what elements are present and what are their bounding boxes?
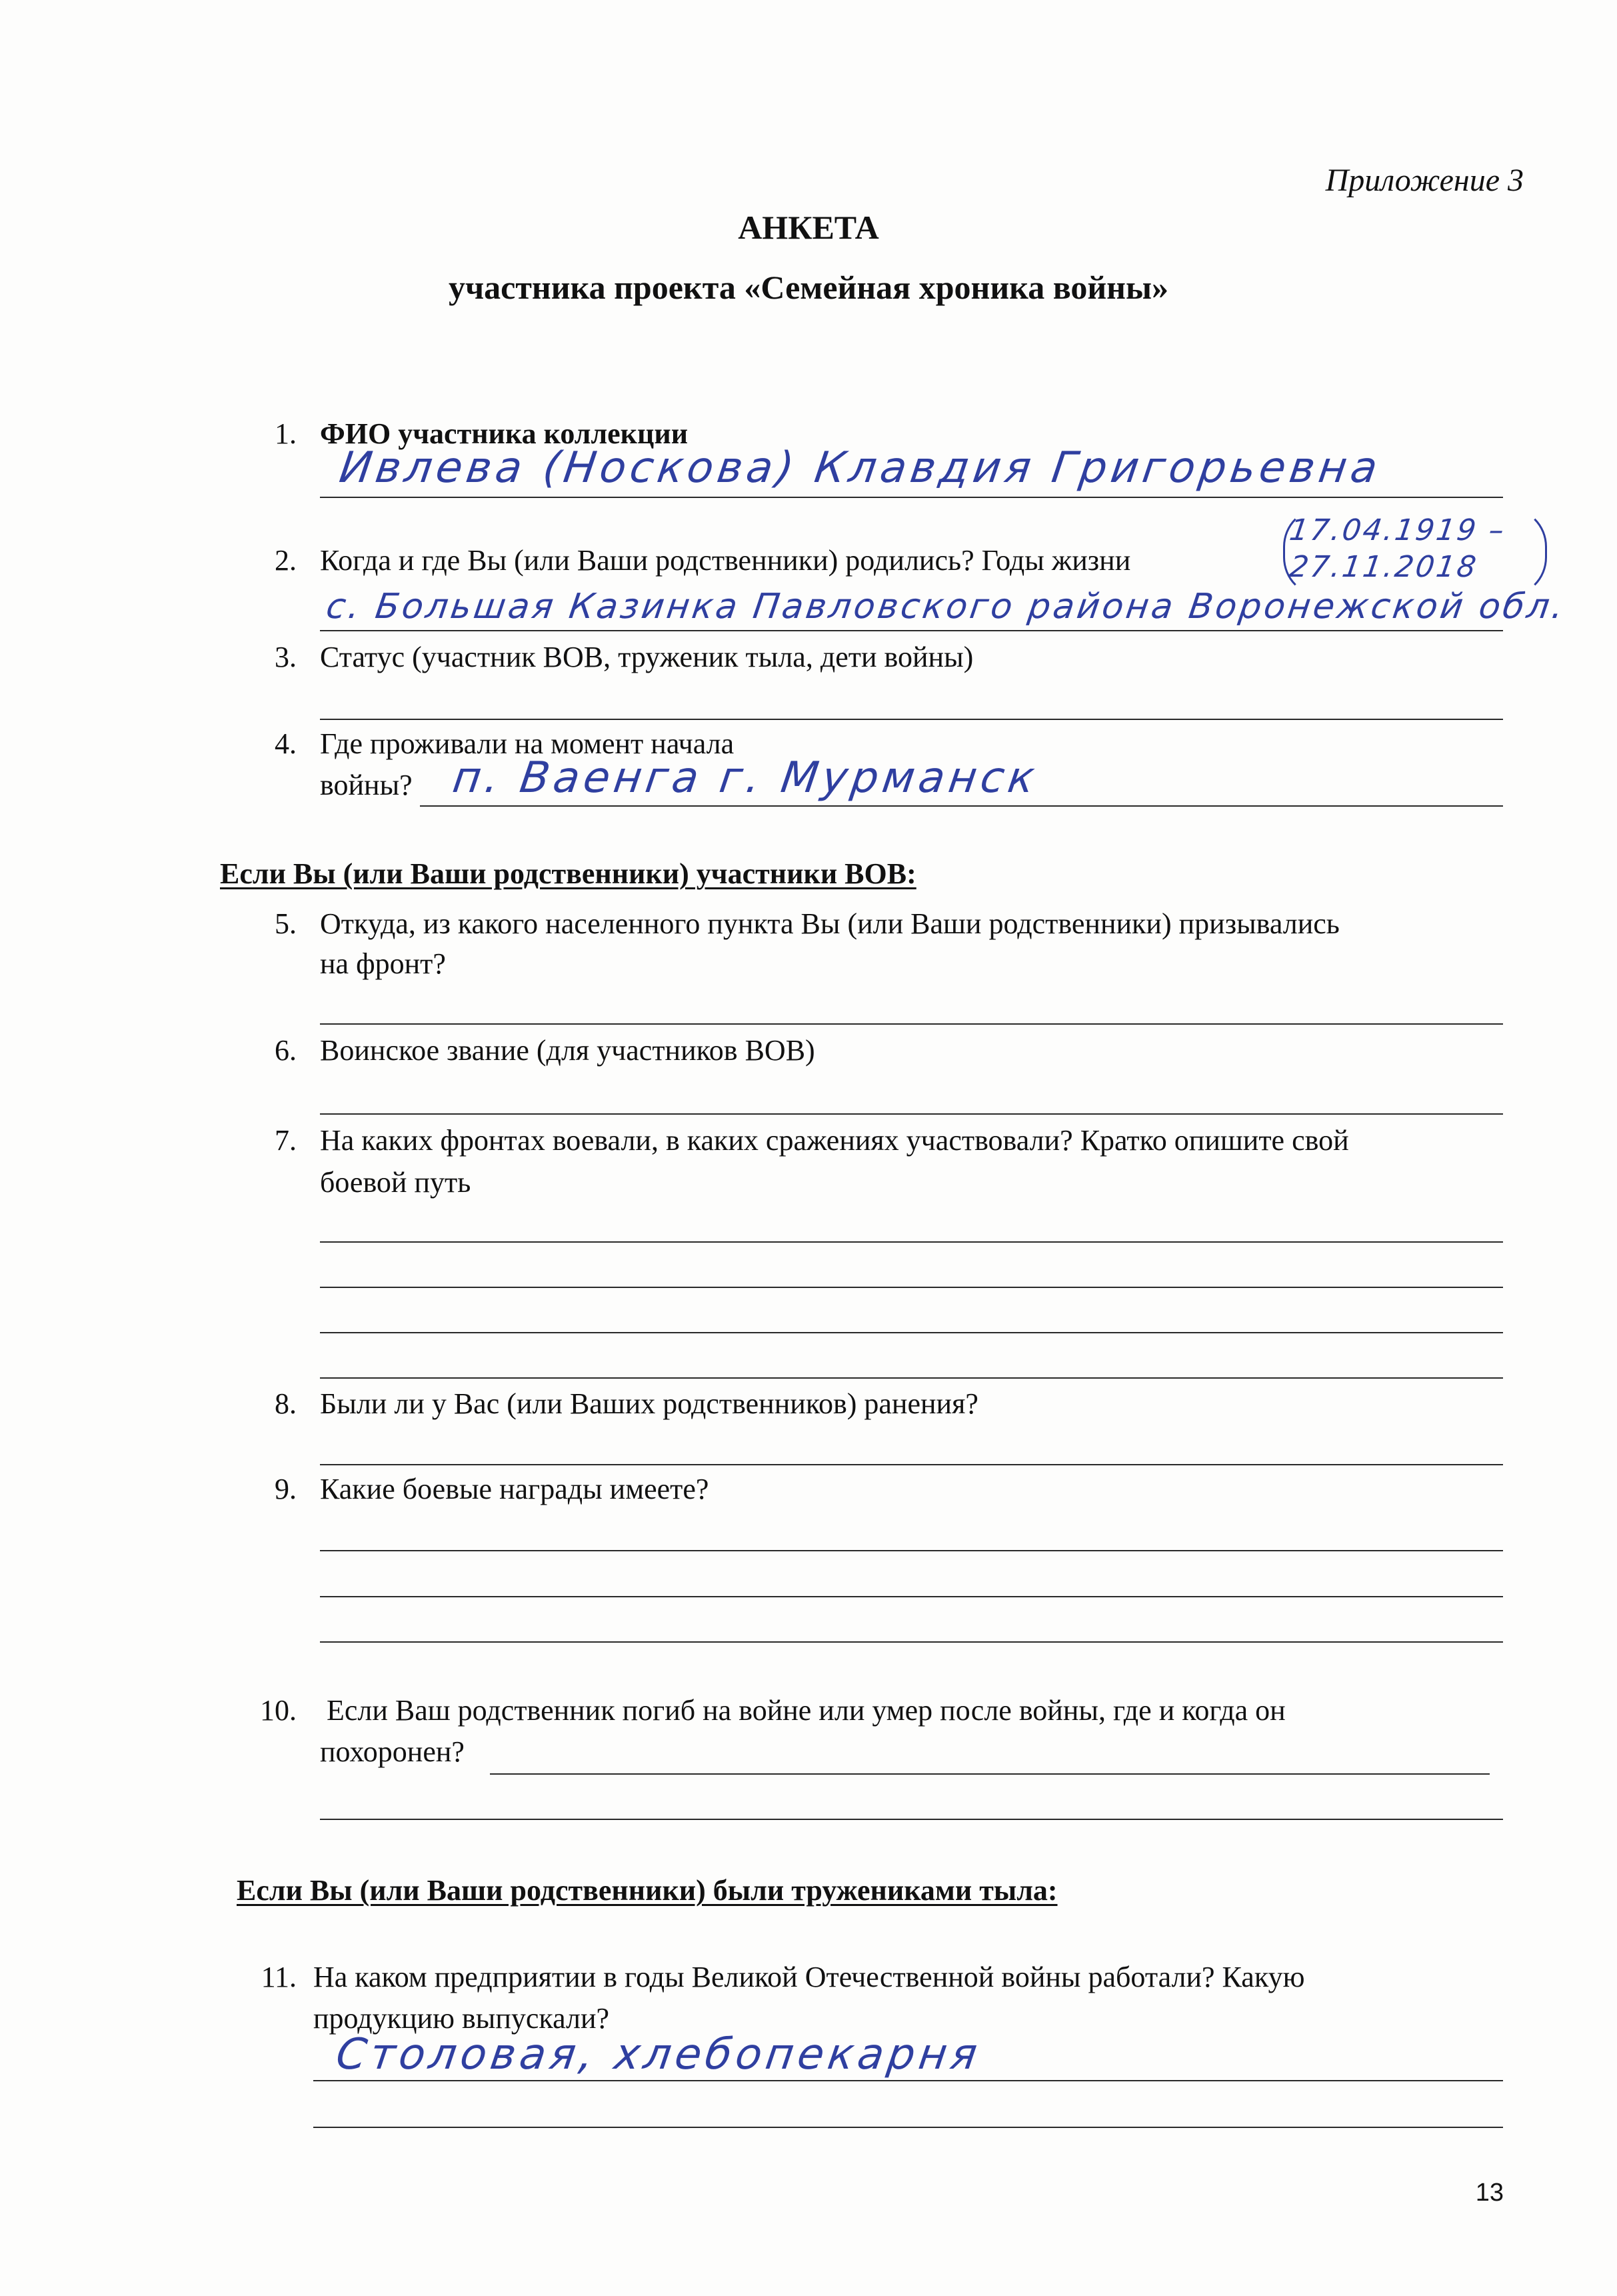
answer-11-handwritten: Столовая, хлебопекарня [333, 2030, 984, 2079]
question-10-label: Если Ваш родственник погиб на войне или умер после войны, где и когда он [327, 1694, 1286, 1727]
answer-10-line [320, 1819, 1503, 1820]
question-5-label-cont: на фронт? [320, 947, 446, 980]
question-number: 8. [275, 1387, 297, 1420]
question-number: 4. [275, 727, 297, 760]
answer-7-line [320, 1287, 1503, 1288]
answer-1-handwritten: Ивлева (Носкова) Клавдия Григорьевна [336, 443, 1384, 493]
question-number: 1. [275, 417, 297, 450]
answer-7-line [320, 1241, 1503, 1243]
answer-4-handwritten: п. Ваенга г. Мурманск [449, 753, 1042, 803]
question-7-label: На каких фронтах воевали, в каких сражениях участвовали? Кратко опишите свой [320, 1124, 1349, 1157]
answer-9-line [320, 1641, 1503, 1643]
question-9-label: Какие боевые награды имеете? [320, 1473, 709, 1505]
answer-3-line [320, 719, 1503, 720]
section-home-front-heading: Если Вы (или Ваши родственники) были тружениками тыла: [237, 1874, 1058, 1907]
answer-4-line [420, 805, 1503, 807]
answer-10-line [490, 1773, 1490, 1775]
question-number: 11. [261, 1961, 297, 1993]
question-11-label: На каком предприятии в годы Великой Отечественной войны работали? Какую [313, 1961, 1305, 1993]
answer-9-line [320, 1596, 1503, 1597]
answer-9-line [320, 1550, 1503, 1551]
answer-6-line [320, 1113, 1503, 1115]
page-title: АНКЕТА [738, 209, 879, 246]
answer-7-line [320, 1332, 1503, 1333]
question-number: 7. [275, 1124, 297, 1157]
page-number: 13 [1475, 2179, 1504, 2207]
answer-5-line [320, 1023, 1503, 1025]
answer-2-handwritten: с. Большая Казинка Павловского района Воронежской обл. [323, 587, 1569, 627]
question-7-label-cont: боевой путь [320, 1166, 471, 1199]
question-2-label: Когда и где Вы (или Ваши родственники) родились? Годы жизни [320, 544, 1131, 577]
answer-11-line [313, 2080, 1503, 2081]
question-1-label: ФИО участника коллекции [320, 417, 689, 450]
answer-1-line [320, 497, 1503, 498]
question-8-label: Были ли у Вас (или Ваших родственников) ранения? [320, 1387, 978, 1420]
answer-7-line [320, 1377, 1503, 1379]
question-10-label-cont: похоронен? [320, 1735, 465, 1768]
answer-11-line [313, 2127, 1503, 2128]
answer-2-birth-date: 17.04.1919 – [1287, 513, 1508, 547]
question-3-label: Статус (участник ВОВ, труженик тыла, дети войны) [320, 641, 974, 673]
question-6-label: Воинское звание (для участников ВОВ) [320, 1034, 815, 1067]
question-5-label: Откуда, из какого населенного пункта Вы (или Ваши родственники) призывались [320, 907, 1340, 940]
page-subtitle: участника проекта «Семейная хроника войны» [448, 269, 1169, 306]
appendix-label: Приложение 3 [1325, 163, 1524, 198]
answer-2-death-date: 27.11.2018 [1287, 550, 1480, 584]
question-4-label: Где проживали на момент начала [320, 727, 735, 760]
question-number: 2. [275, 544, 297, 577]
question-number: 9. [275, 1473, 297, 1505]
question-11-label-cont: продукцию выпускали? [313, 2002, 610, 2035]
question-4-label-cont: войны? [320, 769, 413, 801]
question-number: 6. [275, 1034, 297, 1067]
answer-2-line [320, 630, 1503, 631]
question-number: 10. [260, 1694, 297, 1727]
question-number: 3. [275, 641, 297, 673]
question-number: 5. [275, 907, 297, 940]
section-participants-heading: Если Вы (или Ваши родственники) участники ВОВ: [220, 857, 916, 890]
answer-8-line [320, 1464, 1503, 1465]
